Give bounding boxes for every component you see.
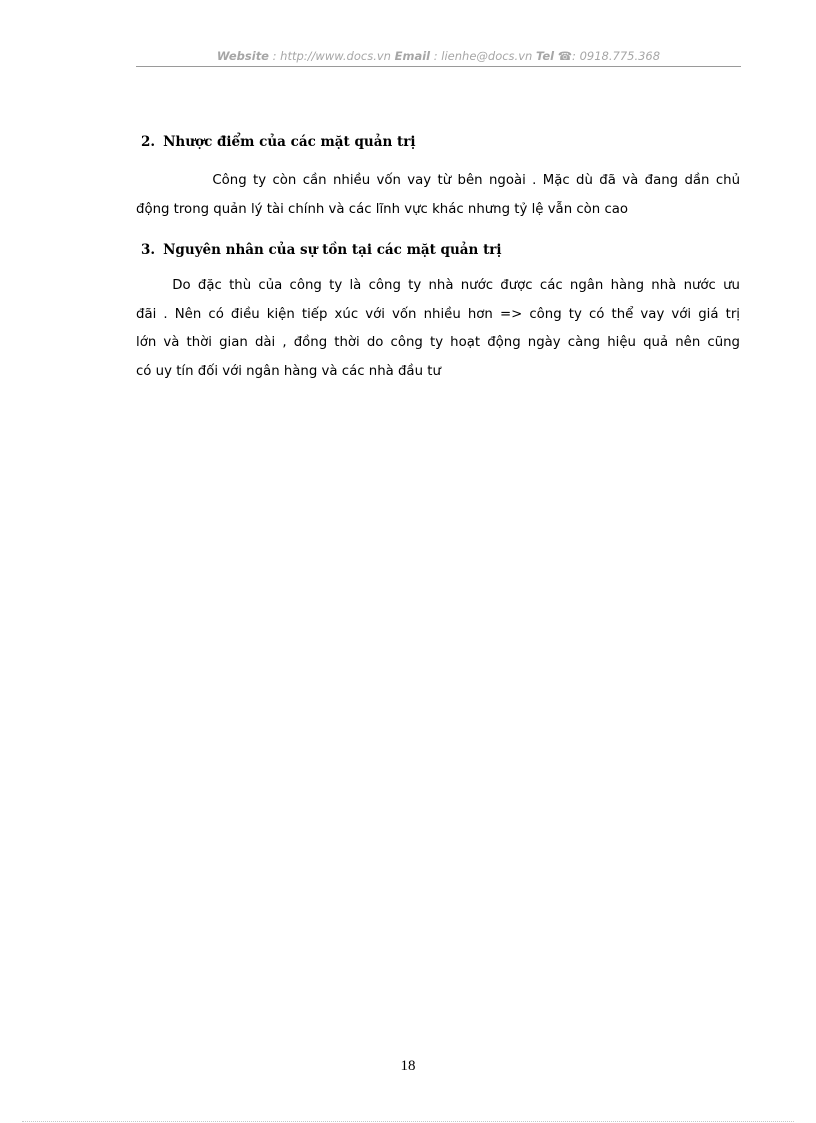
phone-icon: ☎ (557, 49, 573, 63)
paragraph-line: động trong quản lý tài chính và các lĩnh vực khác nhưng tỷ lệ vẫn còn cao (136, 201, 629, 217)
section-heading-2 (141, 132, 415, 152)
email-label: Email (394, 49, 431, 63)
tel-label: Tel (535, 49, 555, 63)
paragraph-line: lớn và thời gian dài , đồng thời do công ty hoạt động ngày càng hiệu quả nên cũng (136, 335, 740, 350)
section-paragraph-3 (136, 272, 740, 386)
page-number: 18 (400, 1058, 416, 1074)
page-header (136, 46, 741, 66)
section-paragraph-2 (136, 167, 740, 224)
section-title: Nhược điểm của các mặt quản trị (163, 134, 416, 150)
tel-value: : 0918.775.368 (572, 49, 661, 63)
section-number: 3. (141, 242, 156, 258)
section-heading-3 (141, 240, 502, 260)
email-value: : lienhe@docs.vn (430, 49, 536, 63)
section-number: 2. (141, 134, 156, 150)
website-value: : http://www.docs.vn (269, 49, 395, 63)
website-label: Website (216, 49, 269, 63)
paragraph-line: Công ty còn cần nhiều vốn vay từ bên ngoài . Mặc dù đã và đang dần chủ (136, 173, 740, 188)
paragraph-line: Do đặc thù của công ty là công ty nhà nước được các ngân hàng nhà nước ưu (136, 278, 740, 293)
page-bottom-border (22, 1121, 794, 1122)
header-divider (136, 66, 741, 67)
paragraph-line: đãi . Nên có điều kiện tiếp xúc với vốn nhiều hơn => công ty có thể vay với giá trị (136, 306, 740, 322)
section-title: Nguyên nhân của sự tồn tại các mặt quản trị (163, 242, 502, 258)
paragraph-line: có uy tín đối với ngân hàng và các nhà đầu tư (136, 363, 441, 379)
